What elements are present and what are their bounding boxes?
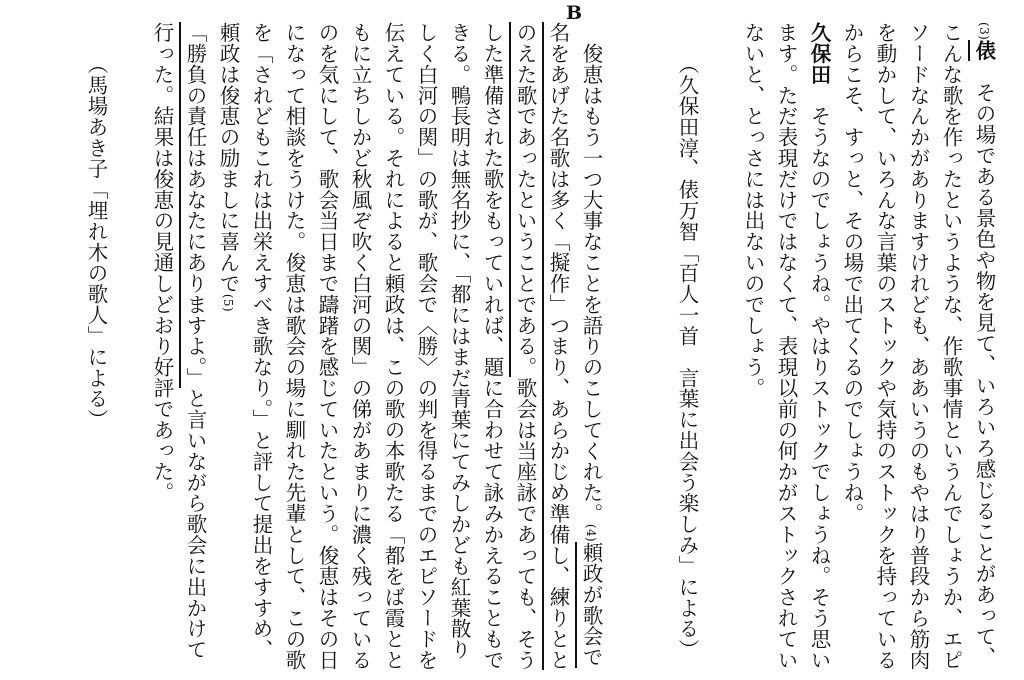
essay-text-5: と言いながら歌会に出かけて行った。結果は俊恵の見通しどおり好評であった。 — [150, 22, 207, 660]
underlined-passage-4: 頼政が歌会で名をあげた名歌は多く「擬作」つまり、あらかじめ準備し、練りととのえた歌であったということである。 — [509, 22, 603, 670]
citation-a: （久保田淳、俵万智「百人一首 言葉に出会う楽しみ」による） — [675, 63, 699, 660]
underlined-passage-5: 「勝負の責任はあなたにありますよ。」 — [179, 22, 207, 388]
essay-section-b — [22, 22, 607, 672]
speaker-kubota: 久保田 — [807, 22, 831, 85]
section-b-label: B — [566, 2, 583, 24]
note-marker-3: (3) — [977, 22, 991, 41]
dialogue-section-a — [640, 22, 1000, 672]
kubota-speech: そうなのでしょうね。やはりストックでしょうね。そう思います。ただ表現だけではなくて、表現以前の何かがストックされていないと、とっさには出ないのでしょう。 — [741, 22, 831, 671]
citation-b: （馬場あき子「埋れ木の歌人」による） — [84, 63, 108, 430]
tawara-speech: その場である景色や物を見て、いろいろ感じることがあって、こんな歌を作ったというような、作歌事情というんでしょうか、エピソードなんかがありますけれども、ああいうのもやはり普段から筋肉を動かして、いろんな言葉のストックや気持のストックを持っているからこそ、すっと、その場で出てくるのでしょうね。 — [840, 22, 996, 671]
note-marker-4: (4) — [584, 523, 598, 543]
essay-text-3: 歌会は当座詠であっても、そうした準備された歌をもっていれば、題に合わせて詠みかえることもできる。鴨長明は無名抄に、「都にはまだ青葉にてみしかども紅葉散りしく白河の関」の歌が、歌会で〈勝〉の判を得るまでのエピソードを伝えている。それによると頼政は、この歌の本歌たる「都をば霞とともに立ちしかど秋風ぞ吹く白河の関」の俤があまりに濃く残っているのを気にして、歌会当日まで躊躇を感じていたという。俊恵はその日になって相談をうけた。俊恵は歌会の場に馴れた先輩として、この歌を「されどもこれは出栄えすべき歌なり。」と評して提出をすすめ、頼政は俊恵の励ましに喜んで — [216, 22, 537, 671]
essay-text-1: 俊恵はもう一つ大事なことを語りのこしてくれた。 — [579, 42, 603, 524]
note-marker-5: (5) — [221, 293, 235, 313]
speaker-tawara: 俵 — [968, 40, 996, 61]
